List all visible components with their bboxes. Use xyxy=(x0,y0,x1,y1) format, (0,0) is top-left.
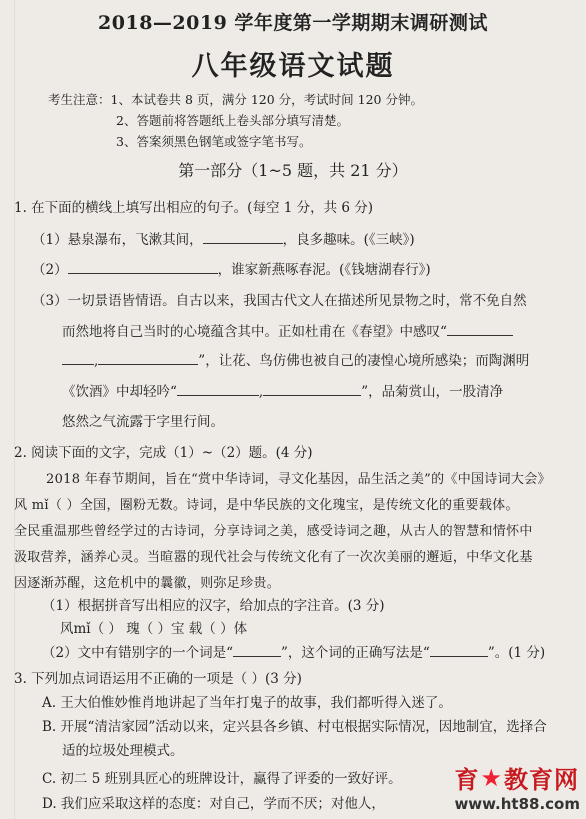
watermark-logo xyxy=(454,760,580,795)
q3-stem: 3. 下列加点词语运用不正确的一项是（ ）(3 分) xyxy=(14,671,302,687)
q1-sub3-line1: （3）一切景语皆情语。自古以来，我国古代文人在描述所见景物之时，常不免自然 xyxy=(32,293,527,309)
exam-subtitle: 八年级语文试题 xyxy=(191,51,395,82)
q2-sub1-stem: （1）根据拼音写出相应的汉字，给加点的字注音。(3 分) xyxy=(42,598,385,614)
q2-sub2-text-a: （2）文中有错别字的一个词是“ xyxy=(42,645,233,661)
q3-option-b-line2: 适的垃圾处理模式。 xyxy=(62,743,184,759)
q2-sub1-items: 风mǐ（ ） 瑰（ ）宝 载（ ）体 xyxy=(60,621,248,637)
q1-sub3-line3: , ”，让花、鸟仿佛也被自己的凄惶心境所感染；而陶渊明 xyxy=(62,349,529,369)
fold-shadow xyxy=(14,0,15,819)
notes-item1: 1、本试卷共 8 页，满分 120 分，考试时间 120 分钟。 xyxy=(110,92,423,107)
q1-sub3-text-c: 《饮酒》中却轻吟“ xyxy=(62,384,177,400)
q1-sub3-text-a: 而然地将自己当时的心境蕴含其中。正如杜甫在《春望》中感叹“ xyxy=(62,324,447,340)
watermark-url: www.ht88.com xyxy=(454,795,580,813)
q2-passage-line2: 风 mǐ（ ）全国，圈粉无数。诗词，是中华民族的文化瑰宝，是传统文化的重要载体。 xyxy=(14,498,519,513)
q3-option-a: A. 王大伯惟妙惟肖地讲起了当年打鬼子的故事，我们都听得入迷了。 xyxy=(42,695,452,711)
q1-blank-7[interactable] xyxy=(263,383,361,396)
q1-sub2 xyxy=(32,258,431,278)
star-icon: ★ xyxy=(480,763,503,792)
q1-stem: 1. 在下面的横线上填写出相应的句子。(每空 1 分，共 6 分) xyxy=(14,200,374,216)
q1-sub3-line5: 悠然之气流露于字里行间。 xyxy=(62,414,224,430)
q1-blank-5[interactable] xyxy=(98,352,198,365)
q2-passage-line1: 2018 年春节期间，旨在“赏中华诗词，寻文化基因，品生活之美”的《中国诗词大会》 xyxy=(46,472,551,487)
q2-passage-line3: 全民重温那些曾经学过的古诗词，分享诗词之美，感受诗词之趣，从古人的智慧和情怀中 xyxy=(14,524,533,539)
watermark-name-b: 教育网 xyxy=(503,766,579,794)
q2-passage-line4: 汲取营养，涵养心灵。当暄嚣的现代社会与传统文化有了一次次美丽的邂逅，中华文化基 xyxy=(14,550,533,565)
q1-sub3-text-d: ”，品菊赏山，一股清净 xyxy=(361,384,504,400)
q1-sub1-text-b: ，良多趣味。(《三峡》) xyxy=(282,232,415,248)
q1-sub3-line2 xyxy=(62,320,513,340)
q1-blank-6[interactable] xyxy=(177,383,259,396)
q2-blank-1[interactable] xyxy=(233,644,281,657)
q3-option-d: D. 我们应采取这样的态度：对自己，学而不厌；对他人， xyxy=(42,796,385,812)
q1-sub2-text-b: ，谁家新燕啄春泥。(《钱塘湖春行》) xyxy=(217,262,431,278)
q1-blank-1[interactable] xyxy=(203,231,283,244)
site-watermark xyxy=(454,760,580,813)
q1-blank-3[interactable] xyxy=(447,323,513,336)
notes-line1 xyxy=(48,90,423,108)
q1-sub1 xyxy=(32,228,415,248)
q1-blank-2[interactable] xyxy=(68,261,218,274)
notes-label: 考生注意： xyxy=(48,92,111,107)
q1-sub2-text-a: （2） xyxy=(32,262,68,278)
q2-passage-line5: 因逐渐苏醒，这危机中的曩徽，则弥足珍贵。 xyxy=(14,576,281,591)
q2-stem: 2. 阅读下面的文字，完成（1）~（2）题。(4 分) xyxy=(14,445,313,461)
watermark-name-a: 育 xyxy=(454,766,480,794)
q1-sub3-text-b: ”，让花、鸟仿佛也被自己的凄惶心境所感染；而陶渊明 xyxy=(198,353,530,369)
notes-item2: 2、答题前将答题纸上卷头部分填写清楚。 xyxy=(116,113,349,128)
section-heading: 第一部分（1~5 题，共 21 分） xyxy=(178,161,408,180)
q3-option-c: C. 初二 5 班别具匠心的班牌设计，赢得了评委的一致好评。 xyxy=(42,771,402,787)
q2-blank-2[interactable] xyxy=(430,644,488,657)
q2-sub2 xyxy=(42,641,545,661)
q1-sub1-text-a: （1）悬泉瀑布，飞漱其间， xyxy=(32,232,203,248)
q2-sub2-text-b: ”，这个词的正确写法是“ xyxy=(281,645,430,661)
q3-option-b-line1: B. 开展“清洁家园”活动以来，定兴县各乡镇、村屯根据实际情况，因地制宜，选择合 xyxy=(42,719,547,735)
exam-title: 2018—2019 学年度第一学期期末调研测试 xyxy=(98,12,488,34)
q1-sub3-line4: 《饮酒》中却轻吟“ , ”，品菊赏山，一股清净 xyxy=(62,384,504,400)
q2-sub2-text-c: ”。(1 分) xyxy=(487,645,546,661)
notes-item3: 3、答案须黑色钢笔或签字笔书写。 xyxy=(116,134,312,149)
q1-blank-4[interactable] xyxy=(62,352,94,365)
